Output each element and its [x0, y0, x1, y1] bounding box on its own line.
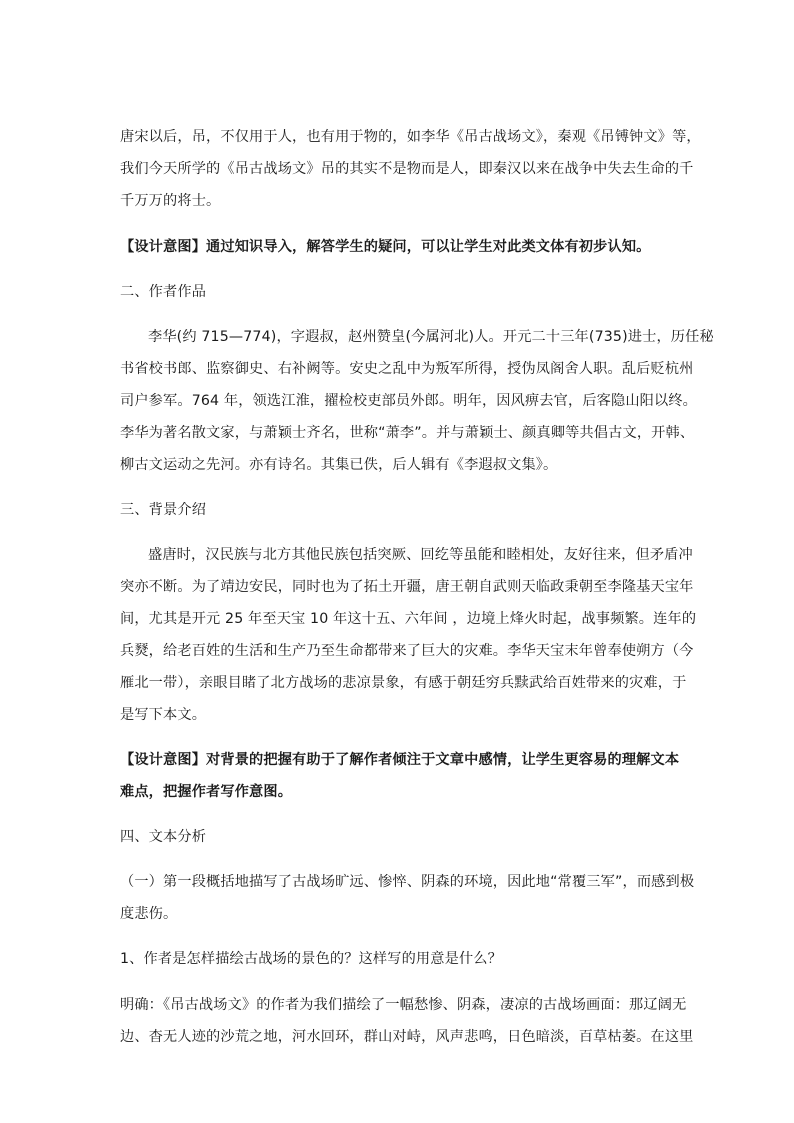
intro-line-1: 唐宋以后，吊，不仅用于人，也有用于物的，如李华《吊古战场文》，秦观《吊镈钟文》等，	[120, 129, 701, 145]
background-line-1: 盛唐时，汉民族与北方其他民族包括突厥、回纥等虽能和睦相处，友好往来，但矛盾冲	[148, 547, 693, 563]
design-intent-1: 【设计意图】通过知识导入，解答学生的疑问，可以让学生对此类文体有初步认知。	[120, 239, 651, 255]
analysis-question: 1、作者是怎样描绘古战场的景色的？这样写的用意是什么？	[120, 951, 502, 967]
design-intent-2-line-1: 【设计意图】对背景的把握有助于了解作者倾注于文章中感情，让学生更容易的理解文本	[120, 752, 680, 768]
section-heading-author: 二、作者作品	[120, 284, 207, 300]
analysis-answer-line-2: 边、杳无人迹的沙荒之地，河水回环，群山对峙，风声悲鸣，日色暗淡，百草枯萎。在这里	[120, 1029, 694, 1045]
intro-line-3: 千万万的将士。	[120, 193, 221, 209]
author-line-1: 李华(约 715—774)，字遐叔，赵州赞皇(今属河北)人。开元二十三年(735)进士，历任秘	[148, 329, 714, 345]
intro-line-2: 我们今天所学的《吊古战场文》吊的其实不是物而是人，即秦汉以来在战争中失去生命的千	[120, 161, 694, 177]
section-heading-background: 三、背景介绍	[120, 502, 207, 518]
background-line-2: 突亦不断。为了靖边安民，同时也为了拓土开疆，唐王朝自武则天临政秉朝至李隆基天宝年	[120, 579, 694, 595]
background-line-6: 是写下本文。	[120, 707, 207, 723]
background-line-5: 雁北一带），亲眼目睹了北方战场的悲凉景象，有感于朝廷穷兵黩武给百姓带来的灾难，于	[120, 675, 687, 691]
background-line-3: 间，尤其是开元 25 年至天宝 10 年这十五、六年间 ，边境上烽火时起，战事频繁。连年的	[120, 611, 697, 627]
author-line-4: 李华为著名散文家，与萧颖士齐名，世称“萧李”。并与萧颖士、颜真卿等共倡古文，开韩、	[120, 425, 695, 441]
section-heading-analysis: 四、文本分析	[120, 829, 207, 845]
author-line-5: 柳古文运动之先河。亦有诗名。其集已佚，后人辑有《李遐叔文集》。	[120, 457, 558, 473]
analysis-answer-line-1: 明确：《吊古战场文》的作者为我们描绘了一幅愁惨、阴森，凄凉的古战场画面：那辽阔无	[120, 997, 687, 1013]
background-line-4: 兵燹，给老百姓的生活和生产乃至生命都带来了巨大的灾难。李华天宝末年曾奉使朔方（今	[120, 643, 694, 659]
design-intent-2-line-2: 难点，把握作者写作意图。	[120, 784, 293, 800]
analysis-sub1-line-1: （一）第一段概括地描写了古战场旷远、惨悴、阴森的环境，因此地“常覆三军”，而感到极	[120, 874, 695, 890]
analysis-sub1-line-2: 度悲伤。	[120, 906, 178, 922]
author-line-3: 司户参军。764 年，领选江淮，擢检校吏部员外郎。明年，因风痹去官，后客隐山阳以终。	[120, 393, 698, 409]
author-line-2: 书省校书郎、监察御史、右补阙等。安史之乱中为叛军所得，授伪凤阁舍人职。乱后贬杭州	[120, 361, 694, 377]
